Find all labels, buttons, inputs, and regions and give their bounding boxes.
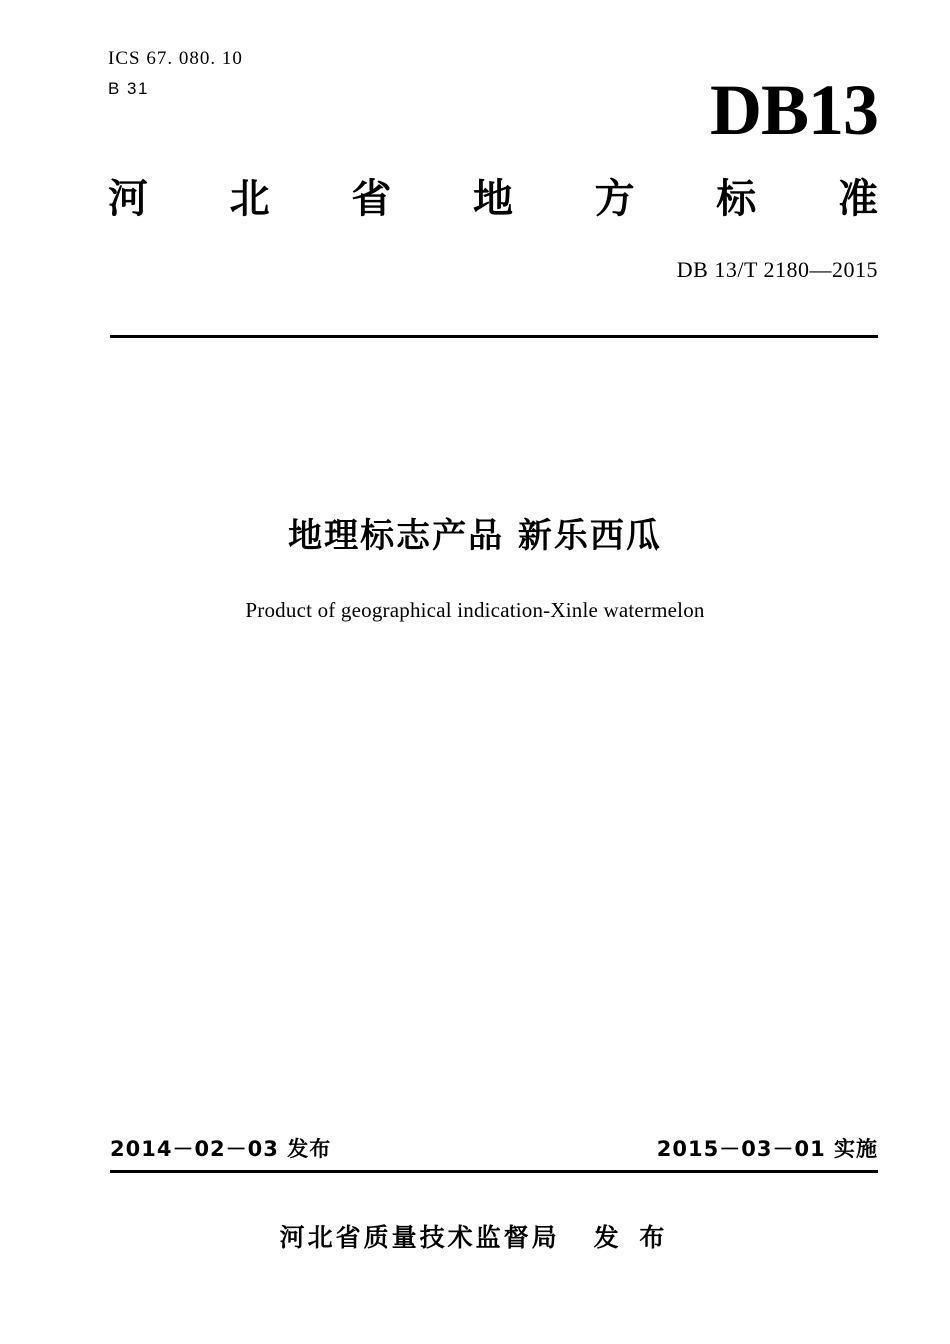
- province-title-char: 方: [594, 176, 635, 222]
- province-title-char: 标: [716, 176, 757, 222]
- footer-dates: [110, 1133, 878, 1163]
- province-title-char: 省: [351, 176, 392, 222]
- header-divider: [110, 335, 878, 338]
- db-logo: DB13: [709, 70, 878, 150]
- issue-date: 2014－02－03 发布: [110, 1137, 332, 1161]
- province-standard-title: [108, 175, 878, 223]
- province-title-char: 北: [229, 176, 270, 222]
- classification-code: B 31: [108, 79, 149, 98]
- page-subtitle-english: Product of geographical indication-Xinle watermelon: [245, 598, 705, 622]
- province-title-char: 准: [837, 176, 878, 222]
- issuer-organization: 河北省质量技术监督局: [279, 1223, 560, 1252]
- ics-code: ICS 67. 080. 10: [108, 48, 243, 69]
- implementation-date: 2015－03－01 实施: [656, 1137, 878, 1161]
- footer-divider: [110, 1170, 878, 1173]
- standard-number: DB 13/T 2180—2015: [676, 257, 878, 282]
- issuer-verb: 发 布: [593, 1223, 671, 1252]
- ics-block: [108, 44, 243, 104]
- page-title: 地理标志产品 新乐西瓜: [288, 516, 662, 556]
- province-title-char: 河: [108, 176, 148, 222]
- province-title-char: 地: [472, 176, 513, 222]
- issuer-line: [0, 1218, 950, 1254]
